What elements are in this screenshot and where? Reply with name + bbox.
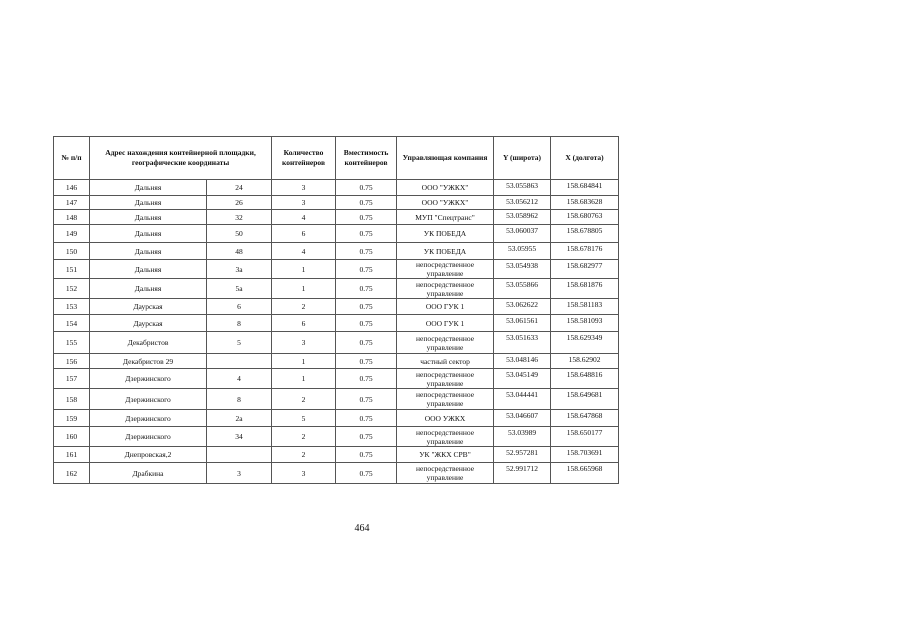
cell-count: 6	[272, 225, 336, 243]
cell-capacity: 0.75	[336, 369, 397, 389]
cell-latitude: 53.054938	[494, 260, 551, 279]
cell-street: Дальняя	[90, 279, 207, 299]
cell-longitude: 158.678805	[551, 225, 619, 243]
cell-longitude: 158.681876	[551, 279, 619, 299]
cell-num: 151	[54, 260, 90, 279]
cell-num: 148	[54, 210, 90, 225]
table-row	[54, 180, 619, 196]
cell-num: 161	[54, 447, 90, 463]
cell-count: 2	[272, 427, 336, 447]
cell-count: 2	[272, 389, 336, 410]
cell-count: 1	[272, 279, 336, 299]
cell-company: непосредственное управление	[397, 369, 494, 389]
table-row	[54, 410, 619, 427]
table-row	[54, 354, 619, 369]
cell-house: 32	[207, 210, 272, 225]
cell-house: 3	[207, 463, 272, 484]
cell-count: 3	[272, 332, 336, 354]
header-count: Количество контейнеров	[272, 137, 336, 180]
cell-company: УК ПОБЕДА	[397, 243, 494, 260]
cell-street: Декабристов 29	[90, 354, 207, 369]
table-row	[54, 225, 619, 243]
cell-latitude: 53.03989	[494, 427, 551, 447]
cell-company: ООО "УЖКХ"	[397, 180, 494, 196]
cell-house: 5а	[207, 279, 272, 299]
table-row	[54, 299, 619, 315]
cell-company: УК "ЖКХ СРВ"	[397, 447, 494, 463]
cell-capacity: 0.75	[336, 243, 397, 260]
cell-street: Дзержинского	[90, 410, 207, 427]
cell-company: непосредственное управление	[397, 260, 494, 279]
cell-street: Дальняя	[90, 210, 207, 225]
cell-house: 48	[207, 243, 272, 260]
cell-longitude: 158.703691	[551, 447, 619, 463]
cell-capacity: 0.75	[336, 463, 397, 484]
cell-num: 152	[54, 279, 90, 299]
table-row	[54, 243, 619, 260]
cell-street: Дальняя	[90, 196, 207, 210]
cell-house: 24	[207, 180, 272, 196]
cell-capacity: 0.75	[336, 196, 397, 210]
cell-count: 6	[272, 315, 336, 332]
cell-latitude: 53.056212	[494, 196, 551, 210]
cell-house: 8	[207, 389, 272, 410]
cell-company: непосредственное управление	[397, 332, 494, 354]
cell-company: непосредственное управление	[397, 389, 494, 410]
cell-street: Дзержинского	[90, 389, 207, 410]
header-num: № п/п	[54, 137, 90, 180]
cell-longitude: 158.684841	[551, 180, 619, 196]
cell-latitude: 53.060037	[494, 225, 551, 243]
cell-house: 3а	[207, 260, 272, 279]
cell-house: 50	[207, 225, 272, 243]
cell-street: Дальняя	[90, 243, 207, 260]
cell-house	[207, 354, 272, 369]
cell-street: Декабристов	[90, 332, 207, 354]
cell-street: Даурская	[90, 315, 207, 332]
cell-latitude: 53.055863	[494, 180, 551, 196]
cell-company: непосредственное управление	[397, 463, 494, 484]
cell-count: 3	[272, 463, 336, 484]
cell-latitude: 53.055866	[494, 279, 551, 299]
cell-street: Дзержинского	[90, 369, 207, 389]
header-capacity: Вместимость контейнеров	[336, 137, 397, 180]
cell-capacity: 0.75	[336, 447, 397, 463]
cell-capacity: 0.75	[336, 299, 397, 315]
table-row	[54, 447, 619, 463]
table-row	[54, 260, 619, 279]
cell-num: 146	[54, 180, 90, 196]
cell-num: 162	[54, 463, 90, 484]
header-y: Y (широта)	[494, 137, 551, 180]
cell-company: ООО "УЖКХ"	[397, 196, 494, 210]
cell-count: 4	[272, 210, 336, 225]
cell-latitude: 53.051633	[494, 332, 551, 354]
cell-street: Днепровская,2	[90, 447, 207, 463]
cell-company: частный сектор	[397, 354, 494, 369]
cell-num: 154	[54, 315, 90, 332]
cell-count: 1	[272, 260, 336, 279]
table-row	[54, 369, 619, 389]
cell-num: 153	[54, 299, 90, 315]
cell-count: 2	[272, 447, 336, 463]
cell-latitude: 53.045149	[494, 369, 551, 389]
cell-capacity: 0.75	[336, 427, 397, 447]
cell-longitude: 158.682977	[551, 260, 619, 279]
cell-company: ООО УЖКХ	[397, 410, 494, 427]
cell-street: Даурская	[90, 299, 207, 315]
cell-num: 157	[54, 369, 90, 389]
cell-capacity: 0.75	[336, 279, 397, 299]
cell-count: 1	[272, 354, 336, 369]
cell-capacity: 0.75	[336, 410, 397, 427]
table-header-row	[54, 137, 619, 180]
table-row	[54, 389, 619, 410]
cell-num: 160	[54, 427, 90, 447]
cell-capacity: 0.75	[336, 225, 397, 243]
cell-longitude: 158.678176	[551, 243, 619, 260]
cell-house: 5	[207, 332, 272, 354]
cell-num: 158	[54, 389, 90, 410]
cell-capacity: 0.75	[336, 210, 397, 225]
cell-house: 34	[207, 427, 272, 447]
cell-latitude: 53.046607	[494, 410, 551, 427]
table-row	[54, 279, 619, 299]
cell-street: Дальняя	[90, 260, 207, 279]
cell-count: 4	[272, 243, 336, 260]
cell-count: 1	[272, 369, 336, 389]
cell-house: 6	[207, 299, 272, 315]
cell-longitude: 158.648816	[551, 369, 619, 389]
cell-longitude: 158.683628	[551, 196, 619, 210]
cell-count: 3	[272, 180, 336, 196]
cell-house: 8	[207, 315, 272, 332]
cell-count: 2	[272, 299, 336, 315]
header-company: Управляющая компания	[397, 137, 494, 180]
cell-longitude: 158.62902	[551, 354, 619, 369]
table-row	[54, 210, 619, 225]
cell-capacity: 0.75	[336, 260, 397, 279]
cell-num: 159	[54, 410, 90, 427]
cell-company: МУП "Спецтранс"	[397, 210, 494, 225]
table-row	[54, 463, 619, 484]
cell-longitude: 158.581093	[551, 315, 619, 332]
cell-company: ООО ГУК 1	[397, 299, 494, 315]
cell-capacity: 0.75	[336, 315, 397, 332]
cell-count: 3	[272, 196, 336, 210]
cell-longitude: 158.649681	[551, 389, 619, 410]
cell-longitude: 158.665968	[551, 463, 619, 484]
cell-longitude: 158.629349	[551, 332, 619, 354]
table-row	[54, 427, 619, 447]
cell-latitude: 52.991712	[494, 463, 551, 484]
cell-capacity: 0.75	[336, 389, 397, 410]
cell-latitude: 53.044441	[494, 389, 551, 410]
cell-house	[207, 447, 272, 463]
cell-capacity: 0.75	[336, 180, 397, 196]
cell-latitude: 52.957281	[494, 447, 551, 463]
cell-latitude: 53.048146	[494, 354, 551, 369]
cell-count: 5	[272, 410, 336, 427]
table-row	[54, 332, 619, 354]
cell-longitude: 158.650177	[551, 427, 619, 447]
cell-street: Дальняя	[90, 180, 207, 196]
cell-longitude: 158.647868	[551, 410, 619, 427]
cell-latitude: 53.062622	[494, 299, 551, 315]
cell-latitude: 53.058962	[494, 210, 551, 225]
cell-longitude: 158.680763	[551, 210, 619, 225]
cell-house: 2а	[207, 410, 272, 427]
cell-num: 147	[54, 196, 90, 210]
cell-num: 155	[54, 332, 90, 354]
cell-house: 4	[207, 369, 272, 389]
table-row	[54, 196, 619, 210]
table-row	[54, 315, 619, 332]
cell-house: 26	[207, 196, 272, 210]
cell-num: 149	[54, 225, 90, 243]
table-body	[54, 180, 619, 484]
cell-longitude: 158.581183	[551, 299, 619, 315]
cell-capacity: 0.75	[336, 354, 397, 369]
cell-company: УК ПОБЕДА	[397, 225, 494, 243]
cell-street: Драбкина	[90, 463, 207, 484]
containers-table	[53, 136, 619, 484]
page-number: 464	[354, 523, 370, 534]
cell-street: Дзержинского	[90, 427, 207, 447]
cell-latitude: 53.061561	[494, 315, 551, 332]
cell-latitude: 53.05955	[494, 243, 551, 260]
header-address: Адрес нахождения контейнерной площадки, географические координаты	[90, 137, 272, 180]
cell-company: непосредственное управление	[397, 279, 494, 299]
header-x: X (долгота)	[551, 137, 619, 180]
cell-capacity: 0.75	[336, 332, 397, 354]
cell-company: ООО ГУК 1	[397, 315, 494, 332]
cell-num: 150	[54, 243, 90, 260]
cell-num: 156	[54, 354, 90, 369]
cell-company: непосредственное управление	[397, 427, 494, 447]
cell-street: Дальняя	[90, 225, 207, 243]
